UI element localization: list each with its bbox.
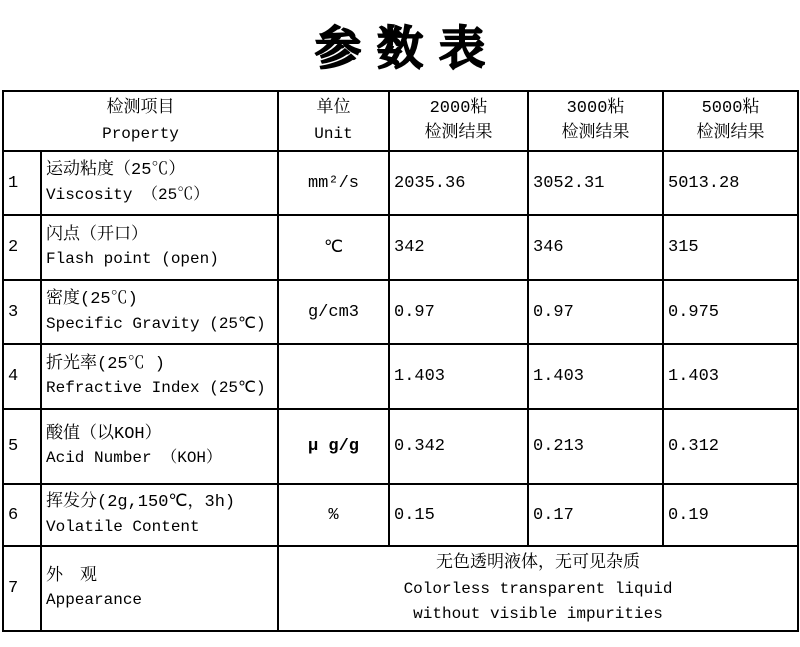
row-number: 2 <box>3 215 41 280</box>
property-en: Acid Number （KOH） <box>46 449 223 468</box>
unit-cell: % <box>278 484 389 546</box>
property-en: Specific Gravity (25℃) <box>46 314 266 333</box>
table-header-row <box>3 91 798 151</box>
property-refractive-index <box>41 344 278 409</box>
result-3000: 3052.31 <box>528 151 663 215</box>
table-row-volatile-content <box>3 484 798 546</box>
appearance-result-cell <box>278 546 798 631</box>
result-5000: 0.19 <box>663 484 798 546</box>
property-en: Refractive Index (25℃) <box>46 379 266 398</box>
header-property-zh: 检测项目 <box>106 99 175 119</box>
property-zh: 酸值（以KOH） <box>46 424 162 444</box>
property-zh: 运动粘度（25℃） <box>46 161 186 181</box>
row-number: 7 <box>3 546 41 631</box>
page-title: 参数表 <box>315 21 501 75</box>
header-result-5000 <box>663 91 798 151</box>
property-flash-point <box>41 215 278 280</box>
result-2000: 0.15 <box>389 484 528 546</box>
property-en: Appearance <box>46 591 143 610</box>
header-result-2000-line2: 检测结果 <box>424 124 493 143</box>
property-zh: 挥发分(2g,150℃，3h) <box>46 493 236 513</box>
table-row-acid-number <box>3 409 798 484</box>
row-number: 3 <box>3 280 41 344</box>
header-result-5000-line2: 检测结果 <box>696 124 765 143</box>
appearance-result-zh: 无色透明液体，无可见杂质 <box>436 553 640 573</box>
table-row-flash-point <box>3 215 798 280</box>
header-result-3000-line2: 检测结果 <box>561 124 630 143</box>
row-number: 6 <box>3 484 41 546</box>
property-zh: 密度(25℃) <box>46 290 138 310</box>
result-5000: 315 <box>663 215 798 280</box>
header-unit-en: Unit <box>314 124 353 143</box>
result-2000: 0.97 <box>389 280 528 344</box>
result-3000: 0.213 <box>528 409 663 484</box>
header-result-3000-line1: 3000粘 <box>566 98 625 118</box>
result-5000: 5013.28 <box>663 151 798 215</box>
table-row-specific-gravity <box>3 280 798 344</box>
header-result-2000-line1: 2000粘 <box>429 98 488 118</box>
property-en: Viscosity （25℃） <box>46 185 210 204</box>
header-result-3000 <box>528 91 663 151</box>
property-appearance <box>41 546 278 631</box>
property-volatile-content <box>41 484 278 546</box>
result-5000: 0.312 <box>663 409 798 484</box>
property-viscosity <box>41 151 278 215</box>
result-2000: 1.403 <box>389 344 528 409</box>
table-row-refractive-index <box>3 344 798 409</box>
header-unit-zh: 单位 <box>316 99 351 119</box>
result-3000: 0.17 <box>528 484 663 546</box>
row-number: 1 <box>3 151 41 215</box>
property-zh: 闪点（开口） <box>46 225 148 245</box>
table-row-viscosity <box>3 151 798 215</box>
property-en: Flash point (open) <box>46 250 219 269</box>
property-zh: 折光率(25℃ ) <box>46 354 166 374</box>
property-en: Volatile Content <box>46 517 200 536</box>
header-property-en: Property <box>102 124 179 143</box>
header-result-5000-line1: 5000粘 <box>701 98 760 118</box>
result-2000: 342 <box>389 215 528 280</box>
unit-cell: mm²/s <box>278 151 389 215</box>
row-number: 4 <box>3 344 41 409</box>
property-acid-number <box>41 409 278 484</box>
row-number: 5 <box>3 409 41 484</box>
header-unit <box>278 91 389 151</box>
unit-cell: μ g/g <box>278 409 389 484</box>
parameter-table <box>2 90 799 632</box>
appearance-result-en-line2: without visible impurities <box>413 604 663 623</box>
result-5000: 1.403 <box>663 344 798 409</box>
header-result-2000 <box>389 91 528 151</box>
result-2000: 2035.36 <box>389 151 528 215</box>
appearance-result-en-line1: Colorless transparent liquid <box>403 579 673 598</box>
header-property <box>3 91 278 151</box>
result-3000: 0.97 <box>528 280 663 344</box>
result-2000: 0.342 <box>389 409 528 484</box>
table-row-appearance <box>3 546 798 631</box>
result-3000: 346 <box>528 215 663 280</box>
property-zh: 外 观 <box>46 566 97 586</box>
unit-cell: ℃ <box>278 215 389 280</box>
result-3000: 1.403 <box>528 344 663 409</box>
result-5000: 0.975 <box>663 280 798 344</box>
property-specific-gravity <box>41 280 278 344</box>
unit-cell-empty <box>278 344 389 409</box>
unit-cell: g/cm3 <box>278 280 389 344</box>
